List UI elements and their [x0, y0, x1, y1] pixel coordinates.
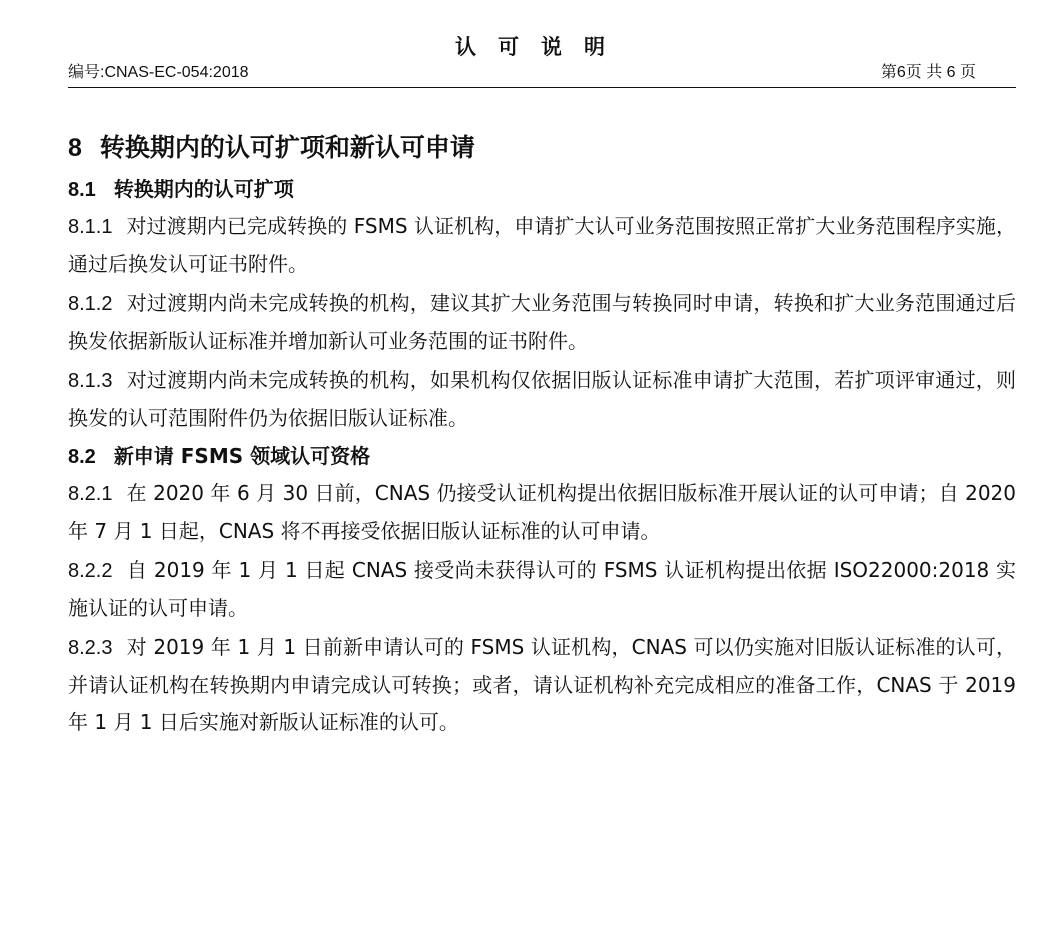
paragraph-8-1-1	[68, 208, 1016, 283]
document-number: 编号:CNAS-EC-054:2018	[68, 64, 249, 81]
clause-text: 对过渡期内已完成转换的 FSMS 认证机构，申请扩大认可业务范围按照正常扩大业务范围程序实施，通过后换发认可证书附件。	[68, 214, 1016, 276]
subsection-number: 8.2	[68, 446, 96, 468]
clause-number: 8.1.2	[68, 293, 113, 315]
subsection-number: 8.1	[68, 179, 96, 201]
paragraph-8-1-3	[68, 362, 1016, 437]
paragraph-8-2-3	[68, 629, 1016, 741]
page-number: 第6页 共 6 页	[880, 64, 976, 81]
subsection-title: 转换期内的认可扩项	[113, 177, 294, 201]
paragraph-8-2-1	[68, 475, 1016, 550]
clause-text: 对过渡期内尚未完成转换的机构，建议其扩大业务范围与转换同时申请，转换和扩大业务范围通过后换发依据新版认证标准并增加新认可业务范围的证书附件。	[68, 291, 1016, 353]
subsection-heading-8-2	[68, 439, 1016, 474]
document-title: 认可说明	[455, 35, 627, 59]
section-title: 转换期内的认可扩项和新认可申请	[99, 133, 475, 162]
subsection-title: 新申请 FSMS 领域认可资格	[113, 444, 371, 468]
clause-number: 8.1.1	[68, 216, 113, 238]
document-body	[68, 128, 1016, 743]
clause-number: 8.2.3	[68, 637, 113, 659]
subsection-heading-8-1	[68, 172, 1016, 207]
paragraph-8-1-2	[68, 285, 1016, 360]
header-divider	[68, 87, 1016, 88]
clause-text: 在 2020 年 6 月 30 日前，CNAS 仍接受认证机构提出依据旧版标准开展认证的认可申请；自 2020 年 7 月 1 日起，CNAS 将不再接受依据旧版认证标准的认可申请。	[68, 481, 1016, 543]
paragraph-8-2-2	[68, 552, 1016, 627]
clause-text: 自 2019 年 1 月 1 日起 CNAS 接受尚未获得认可的 FSMS 认证机构提出依据 ISO22000:2018 实施认证的认可申请。	[68, 558, 1016, 620]
clause-number: 8.2.2	[68, 560, 113, 582]
section-heading	[68, 128, 1016, 168]
clause-number: 8.1.3	[68, 370, 113, 392]
clause-number: 8.2.1	[68, 483, 113, 505]
section-number: 8	[68, 134, 82, 162]
clause-text: 对过渡期内尚未完成转换的机构，如果机构仅依据旧版认证标准申请扩大范围，若扩项评审通过，则换发的认可范围附件仍为依据旧版认证标准。	[68, 368, 1016, 430]
clause-text: 对 2019 年 1 月 1 日前新申请认可的 FSMS 认证机构，CNAS 可以仍实施对旧版认证标准的认可，并请认证机构在转换期内申请完成认可转换；或者，请认证机构补充完成相应的准备工作，CNAS 于 2019 年 1 月 1 日后实施对新版认证标准的认可。	[68, 635, 1016, 734]
